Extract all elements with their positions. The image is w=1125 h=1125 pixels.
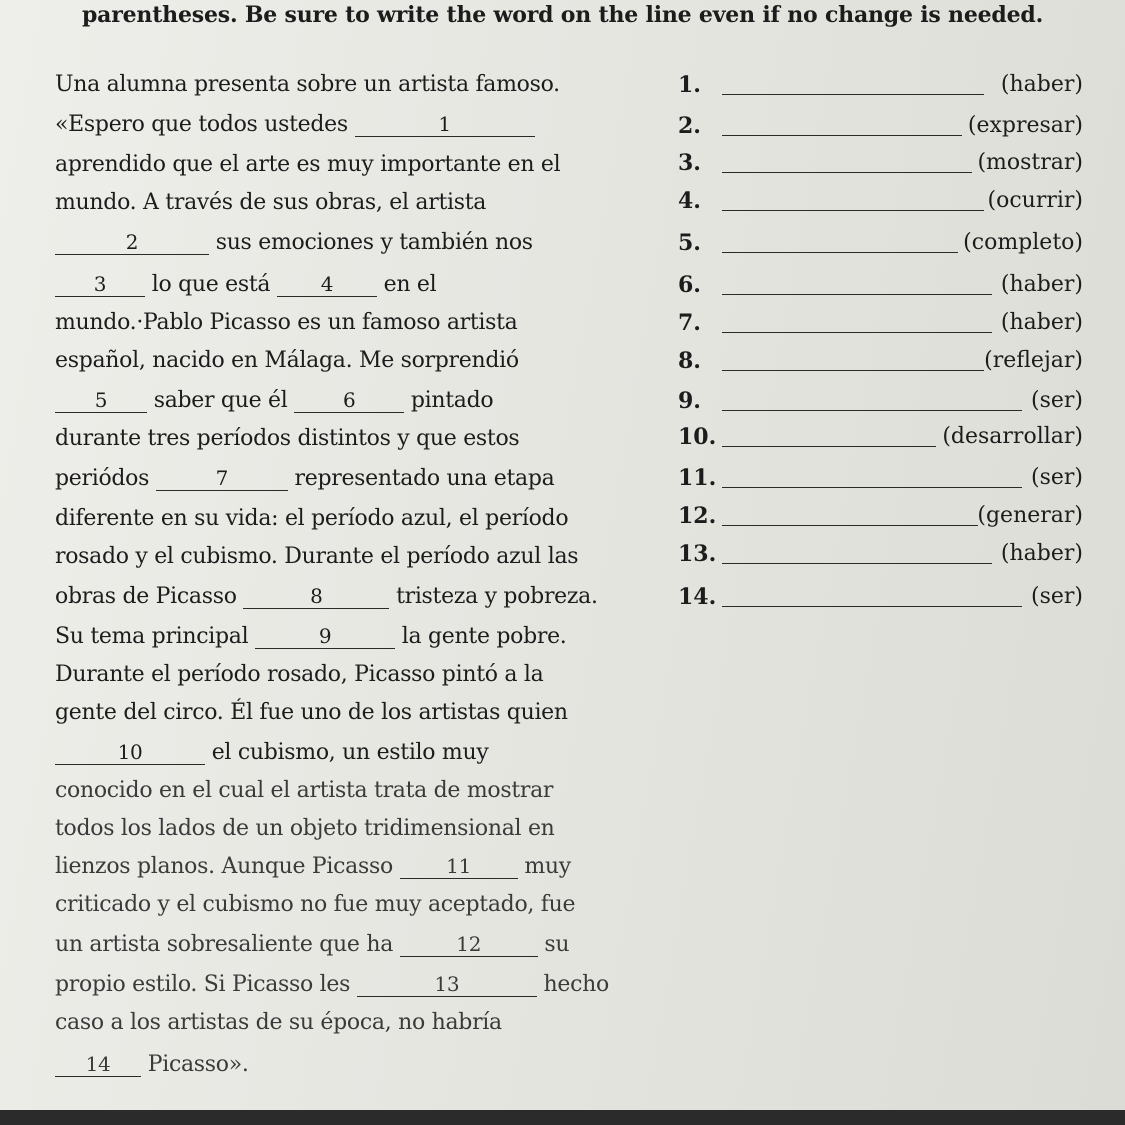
blank-3[interactable]: 3	[55, 274, 145, 297]
answer-line-11[interactable]	[722, 487, 1022, 488]
passage-line-2: «Espero que todos ustedes 1	[55, 112, 535, 137]
passage-line-13: rosado y el cubismo. Durante el período azul las	[55, 544, 579, 569]
answer-line-6[interactable]	[722, 294, 992, 295]
answer-verb: (haber)	[1000, 272, 1083, 297]
answer-number: 9.	[678, 388, 701, 414]
answer-number: 4.	[678, 188, 701, 214]
passage-line-26: 14 Picasso».	[55, 1052, 249, 1077]
answer-verb: (expresar)	[967, 113, 1083, 138]
answer-row-3	[678, 150, 1083, 178]
answer-number: 3.	[678, 150, 701, 176]
answer-number: 8.	[678, 348, 701, 374]
passage-line-16: Durante el período rosado, Picasso pintó a la	[55, 662, 544, 687]
passage-line-5: 2 sus emociones y también nos	[55, 230, 533, 255]
answer-verb: (haber)	[1000, 310, 1083, 335]
blank-8[interactable]: 8	[243, 586, 389, 609]
blank-9[interactable]: 9	[255, 626, 395, 649]
blank-2[interactable]: 2	[55, 232, 209, 255]
passage-line-11: periódos 7 representado una etapa	[55, 466, 555, 491]
answer-row-1	[678, 72, 1083, 100]
blank-14[interactable]: 14	[55, 1054, 141, 1077]
blank-6[interactable]: 6	[294, 390, 404, 413]
answer-row-12	[678, 503, 1083, 531]
answer-line-3[interactable]	[722, 172, 972, 173]
passage-line-17: gente del circo. Él fue uno de los artistas quien	[55, 700, 568, 725]
answer-number: 6.	[678, 272, 701, 298]
answer-line-2[interactable]	[722, 135, 962, 136]
answer-verb: (reflejar)	[984, 348, 1083, 373]
blank-10[interactable]: 10	[55, 742, 205, 765]
answer-row-2	[678, 113, 1083, 141]
answer-verb: (generar)	[977, 503, 1083, 528]
blank-12[interactable]: 12	[400, 934, 538, 957]
blank-4[interactable]: 4	[277, 274, 377, 297]
answer-row-4	[678, 188, 1083, 216]
answer-row-9	[678, 388, 1083, 416]
answer-verb: (ocurrir)	[987, 188, 1083, 213]
answer-verb: (completo)	[963, 230, 1083, 255]
passage-line-8: español, nacido en Málaga. Me sorprendió	[55, 348, 519, 373]
answer-number: 13.	[678, 541, 717, 567]
screen-bottom-bar	[0, 1110, 1125, 1125]
answer-row-10	[678, 424, 1083, 452]
passage-line-6: 3 lo que está 4 en el	[55, 272, 436, 297]
passage-line-9: 5 saber que él 6 pintado	[55, 388, 493, 413]
blank-7[interactable]: 7	[156, 468, 288, 491]
answer-number: 14.	[678, 584, 717, 610]
blank-5[interactable]: 5	[55, 390, 147, 413]
passage-line-12: diferente en su vida: el período azul, el período	[55, 506, 569, 531]
answer-number: 5.	[678, 230, 701, 256]
passage-line-7: mundo.·Pablo Picasso es un famoso artista	[55, 310, 518, 335]
answer-verb: (haber)	[1000, 541, 1083, 566]
answer-line-1[interactable]	[722, 94, 984, 95]
answer-row-5	[678, 230, 1083, 258]
answer-verb: (ser)	[1031, 584, 1083, 609]
answer-verb: (ser)	[1031, 388, 1083, 413]
passage-line-23: un artista sobresaliente que ha 12 su	[55, 932, 570, 957]
answer-line-7[interactable]	[722, 332, 992, 333]
answer-row-7	[678, 310, 1083, 338]
answer-verb: (mostrar)	[977, 150, 1083, 175]
passage-line-22: criticado y el cubismo no fue muy aceptado, fue	[55, 892, 576, 917]
passage-line-1: Una alumna presenta sobre un artista famoso.	[55, 72, 560, 97]
passage-line-19: conocido en el cual el artista trata de mostrar	[55, 778, 554, 803]
answer-line-14[interactable]	[722, 606, 1022, 607]
answer-number: 10.	[678, 424, 717, 450]
passage-line-20: todos los lados de un objeto tridimensional en	[55, 816, 555, 841]
blank-11[interactable]: 11	[400, 856, 518, 879]
answer-line-10[interactable]	[722, 446, 936, 447]
answer-line-5[interactable]	[722, 252, 958, 253]
answer-verb: (desarrollar)	[942, 424, 1083, 449]
answer-verb: (haber)	[1000, 72, 1083, 97]
passage-line-10: durante tres períodos distintos y que estos	[55, 426, 520, 451]
passage-line-3: aprendido que el arte es muy importante en el	[55, 152, 561, 177]
answer-row-8	[678, 348, 1083, 376]
answer-row-14	[678, 584, 1083, 612]
instruction-text: parentheses. Be sure to write the word on the line even if no change is needed.	[82, 2, 1044, 28]
answer-number: 12.	[678, 503, 717, 529]
passage-line-4: mundo. A través de sus obras, el artista	[55, 190, 487, 215]
passage-line-25: caso a los artistas de su época, no habría	[55, 1010, 502, 1035]
passage-line-14: obras de Picasso 8 tristeza y pobreza.	[55, 584, 598, 609]
answer-number: 11.	[678, 465, 717, 491]
answer-row-11	[678, 465, 1083, 493]
answer-row-6	[678, 272, 1083, 300]
answer-row-13	[678, 541, 1083, 569]
answer-verb: (ser)	[1031, 465, 1083, 490]
answer-number: 2.	[678, 113, 701, 139]
passage-line-15: Su tema principal 9 la gente pobre.	[55, 624, 567, 649]
passage-line-18: 10 el cubismo, un estilo muy	[55, 740, 489, 765]
answer-number: 1.	[678, 72, 701, 98]
answer-line-4[interactable]	[722, 210, 984, 211]
answer-number: 7.	[678, 310, 701, 336]
answer-line-9[interactable]	[722, 410, 1022, 411]
passage-line-21: lienzos planos. Aunque Picasso 11 muy	[55, 854, 571, 879]
answer-line-8[interactable]	[722, 370, 984, 371]
answer-line-13[interactable]	[722, 563, 992, 564]
blank-1[interactable]: 1	[355, 114, 535, 137]
answer-line-12[interactable]	[722, 525, 978, 526]
blank-13[interactable]: 13	[357, 974, 537, 997]
passage-line-24: propio estilo. Si Picasso les 13 hecho	[55, 972, 609, 997]
